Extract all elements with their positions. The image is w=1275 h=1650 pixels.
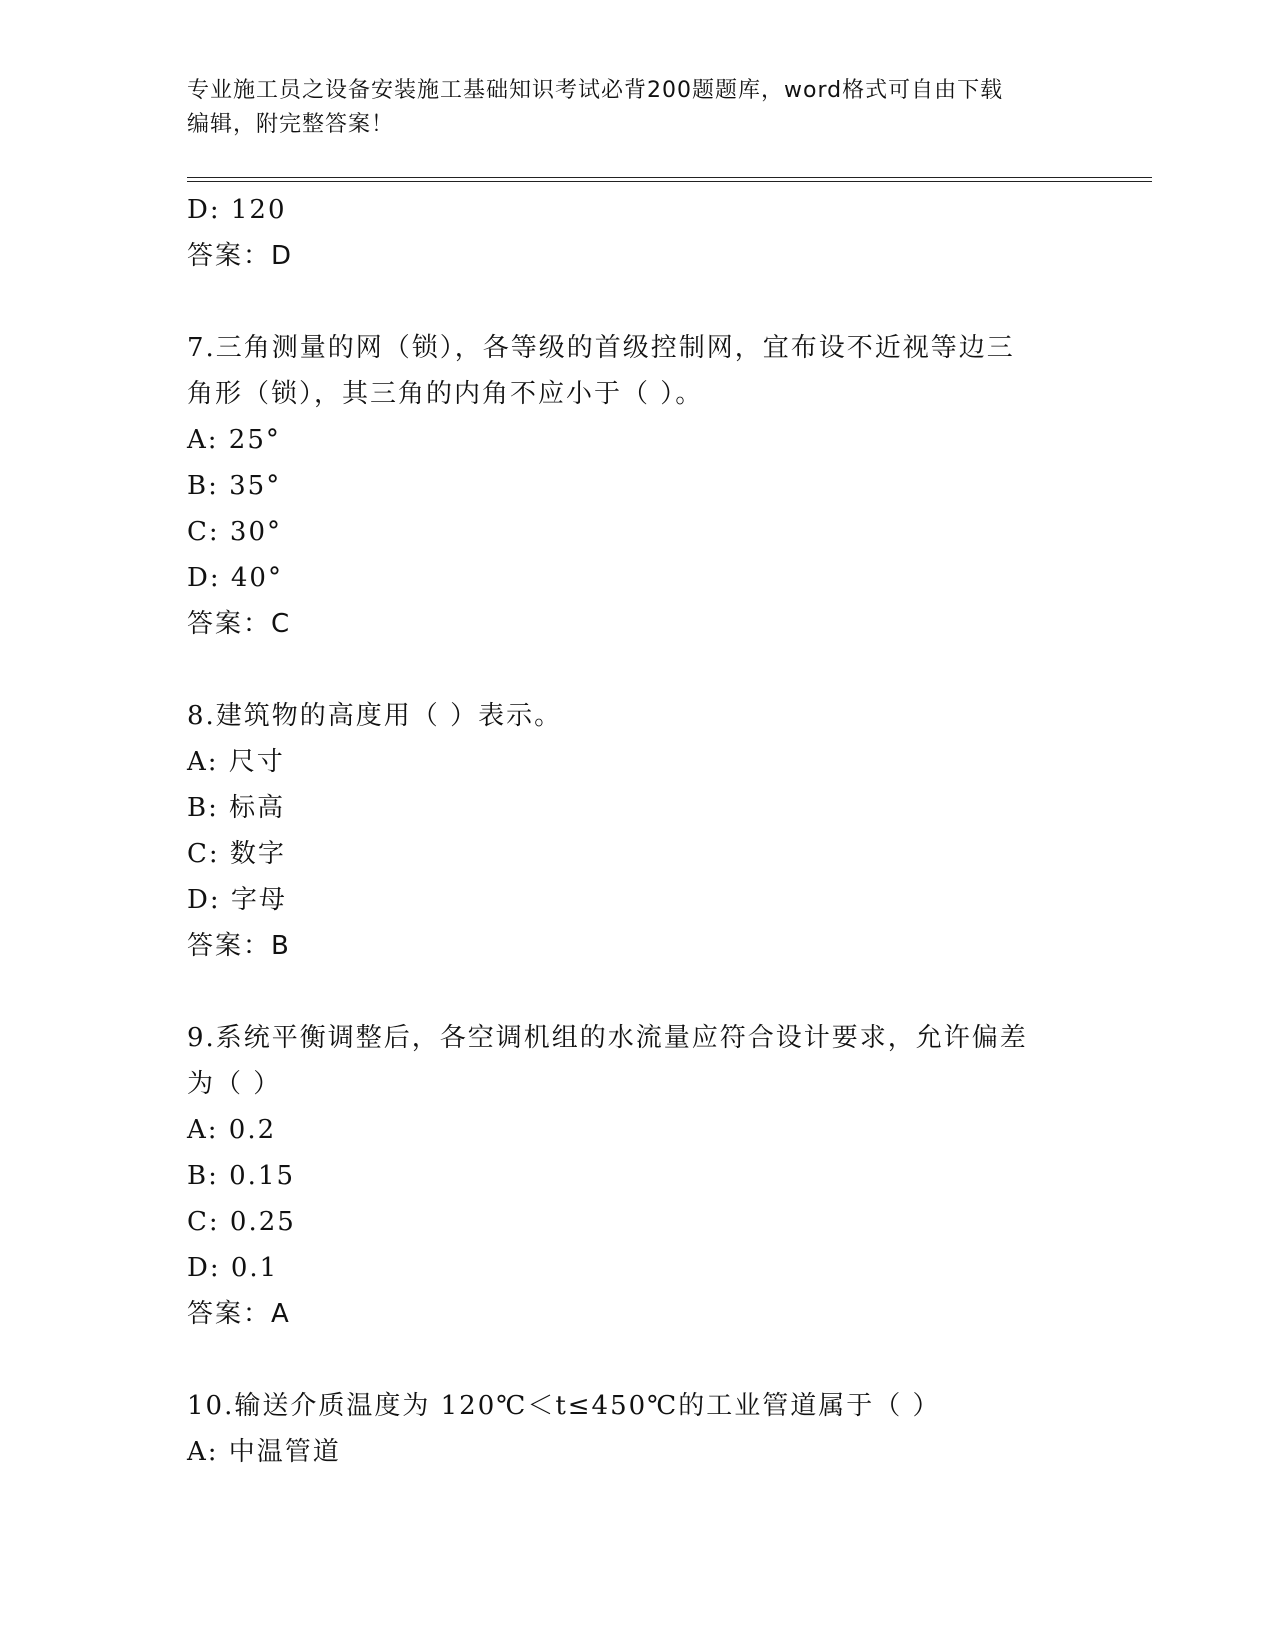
answer: 答案：B <box>187 931 291 961</box>
option-a: A: 中温管道 <box>187 1437 341 1467</box>
option-c: C: 数字 <box>187 839 286 869</box>
answer: 答案：D <box>187 241 294 271</box>
question-stem: 10.输送介质温度为 120℃＜t≤450℃的工业管道属于（ ） <box>187 1391 941 1421</box>
option-a: A: 25° <box>187 425 281 455</box>
option-a: A: 0.2 <box>187 1115 277 1145</box>
option-d: D: 字母 <box>187 885 287 915</box>
option-b: B: 35° <box>187 471 282 501</box>
option-c: C: 30° <box>187 517 283 547</box>
question-list <box>187 187 1147 1475</box>
spacer <box>187 969 1147 1015</box>
header-divider <box>187 177 1152 182</box>
question-9 <box>187 1015 1147 1337</box>
option-a: A: 尺寸 <box>187 747 285 777</box>
header-title-line-1: 专业施工员之设备安装施工基础知识考试必背200题题库，word格式可自由下载 <box>187 78 1004 103</box>
header-title-line-2: 编辑，附完整答案！ <box>187 112 395 137</box>
question-stem: 7.三角测量的网（锁），各等级的首级控制网，宜布设不近视等边三 <box>187 333 1015 363</box>
question-10 <box>187 1383 1147 1475</box>
answer: 答案：C <box>187 609 292 639</box>
document-header <box>187 74 1067 142</box>
option-d: D: 120 <box>187 195 287 225</box>
option-d: D: 40° <box>187 563 283 593</box>
spacer <box>187 647 1147 693</box>
spacer <box>187 279 1147 325</box>
spacer <box>187 1337 1147 1383</box>
option-d: D: 0.1 <box>187 1253 279 1283</box>
question-stem: 9.系统平衡调整后，各空调机组的水流量应符合设计要求，允许偏差 <box>187 1023 1028 1053</box>
question-stem: 8.建筑物的高度用（ ）表示。 <box>187 701 563 731</box>
previous-question-tail <box>187 187 1147 279</box>
answer: 答案：A <box>187 1299 291 1329</box>
question-8 <box>187 693 1147 969</box>
question-stem: 角形（锁），其三角的内角不应小于（ ）。 <box>187 379 704 409</box>
option-b: B: 标高 <box>187 793 286 823</box>
option-b: B: 0.15 <box>187 1161 296 1191</box>
option-c: C: 0.25 <box>187 1207 296 1237</box>
question-7 <box>187 325 1147 647</box>
question-stem: 为（ ） <box>187 1069 282 1099</box>
